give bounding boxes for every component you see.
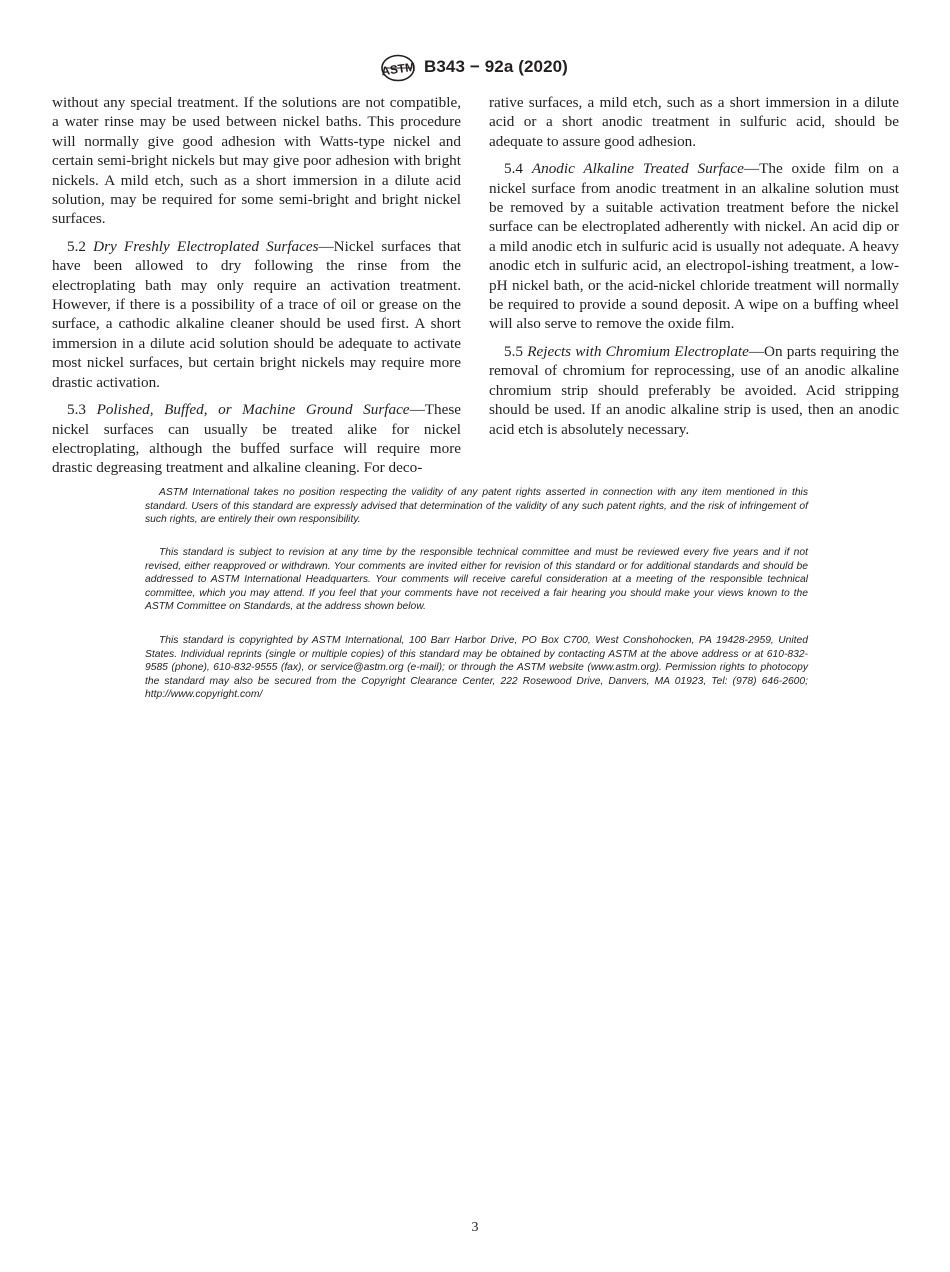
section-text: —The oxide film on a nickel surface from anodic treatment in an alkaline solution must be removed by a suitable activation treatment before the nickel surface can be electroplated adherently with nickel. An acid dip or a mild anodic etch in sulfuric acid is usually not adequate. A heavy anodic etch in sulfuric acid, an electropol-ishing treatment, a low-pH nickel bath, or the acid-nickel chloride treatment will normally be required to provide a sound deposit. A wipe on a buffing wheel will also serve to remove the oxide film. [489, 160, 900, 333]
section-5-3 [52, 400, 461, 478]
section-title: Rejects with Chromium Electroplate [527, 342, 749, 360]
patent-notice: ASTM International takes no position respecting the validity of any patent rights asserted in connection with any item mentioned in this standard. Users of this standard are expressly advised that determination of the validity of any such patent rights, and the risk of infringement of such rights, are entirely their own responsibility. [145, 487, 808, 526]
section-text: —These nickel surfaces can usually be treated alike for nickel electroplating, although the buffed surface will require more drastic degreasing treatment and alkaline cleaning. For deco- [52, 401, 462, 477]
left-column [52, 93, 461, 486]
section-number: 5.2 [67, 237, 86, 255]
section-number: 5.5 [504, 342, 523, 360]
page-number: 3 [471, 1220, 479, 1235]
page-header [0, 54, 950, 84]
svg-text:ASTM: ASTM [380, 59, 416, 79]
section-title: Polished, Buffed, or Machine Ground Surface [96, 401, 410, 419]
section-number: 5.4 [504, 160, 523, 178]
paragraph-continuation: rative surfaces, a mild etch, such as a short immersion in a dilute acid or a short anodic treatment in sulfuric acid, should be adequate to assure good adhesion. [489, 94, 899, 150]
section-title: Dry Freshly Electroplated Surfaces [93, 237, 319, 255]
copyright-notice: This standard is copyrighted by ASTM International, 100 Barr Harbor Drive, PO Box C700, West Conshohocken, PA 19428-2959, United States. Individual reprints (single or multiple copies) of this standard may be obtained by contacting ASTM at the above address or at 610-832-9585 (phone), 610-832-9555 (fax), or service@astm.org (e-mail); or through the ASTM website (www.astm.org). Permission rights to photocopy the standard may also be secured from the Copyright Clearance Center, 222 Rosewood Drive, Danvers, MA 01923, Tel: (978) 646-2600; http://www.copyright.com/ [145, 635, 808, 701]
section-number: 5.3 [67, 401, 86, 419]
section-text: —On parts requiring the removal of chromium for reprocessing, use of an anodic alkaline chromium strip should preferably be avoided. Acid stripping should be used. If an anodic alkaline strip is used, then an anodic acid etch is absolutely necessary. [489, 342, 900, 438]
right-column [489, 93, 899, 447]
section-5-4 [489, 159, 899, 334]
section-5-2 [52, 237, 461, 392]
section-text: —Nickel surfaces that have been allowed to dry following the rinse from the electroplating bath may only require an activation treatment. However, if there is a possibility of a trace of oil or grease on the surface, a cathodic alkaline cleaner should be used first. A short immersion in a dilute acid solution should be adequate to activate most nickel surfaces, but certain bright nickels may require more drastic activation. [52, 237, 461, 391]
section-5-5 [489, 342, 899, 439]
revision-notice: This standard is subject to revision at any time by the responsible technical committee and must be reviewed every five years and if not revised, either reapproved or withdrawn. Your comments are invited either for revision of this standard or for additional standards and should be addressed to ASTM International Headquarters. Your comments will receive careful consideration at a meeting of the responsible technical committee, which you may attend. If you feel that your comments have not received a fair hearing you should make your views known to the ASTM Committee on Standards, at the address shown below. [145, 547, 808, 613]
paragraph-continuation: without any special treatment. If the solutions are not compatible, a water rinse may be used between nickel baths. This procedure will normally give good adhesion with Watts-type nickel and certain semi-bright nickels but may give poor adhesion with bright nickels. A mild etch, such as a short immersion in a dilute acid solution, may be required for some semi-bright and bright nickel surfaces. [52, 94, 461, 228]
standard-designation: B343 − 92a (2020) [424, 57, 568, 76]
section-title: Anodic Alkaline Treated Surface [531, 160, 744, 178]
astm-logo-icon [380, 54, 416, 82]
